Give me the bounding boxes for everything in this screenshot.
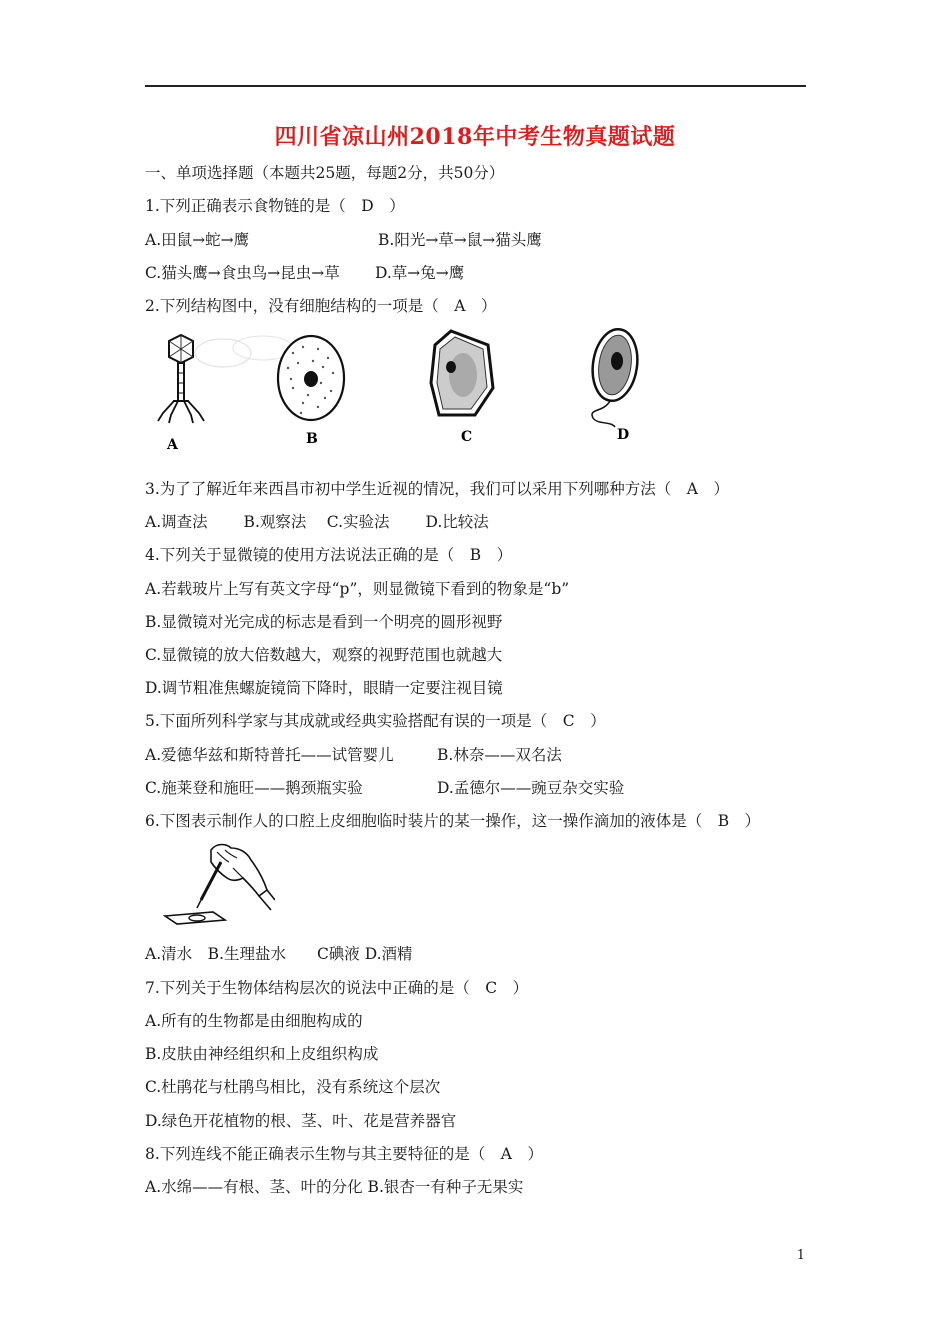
q5-option-c: C.施莱登和施旺——鹅颈瓶实验 bbox=[145, 779, 363, 797]
q4-option-a: A.若载玻片上写有英文字母“p”，则显微镜下看到的物象是“b” bbox=[145, 580, 570, 598]
q7-stem: 7.下列关于生物体结构层次的说法中正确的是（ C ） bbox=[145, 979, 529, 997]
q7-option-b: B.皮肤由神经组织和上皮组织构成 bbox=[145, 1045, 379, 1063]
q5-stem: 5.下面所列科学家与其成就或经典实验搭配有误的一项是（ C ） bbox=[145, 712, 606, 730]
q8-stem: 8.下列连线不能正确表示生物与其主要特征的是（ A ） bbox=[145, 1145, 543, 1163]
animal-cell-b-icon bbox=[278, 336, 344, 420]
q4-option-b: B.显微镜对光完成的标志是看到一个明亮的圆形视野 bbox=[145, 613, 503, 631]
q7-option-a: A.所有的生物都是由细胞构成的 bbox=[145, 1012, 363, 1030]
q7-option-d: D.绿色开花植物的根、茎、叶、花是营养器官 bbox=[145, 1112, 457, 1130]
q8-options-ab: A.水绵——有根、茎、叶的分化 B.银杏一有种子无果实 bbox=[145, 1178, 524, 1196]
fig-label-d: D bbox=[617, 427, 630, 443]
q4-option-c: C.显微镜的放大倍数越大，观察的视野范围也就越大 bbox=[145, 646, 503, 664]
q3-options: A.调查法 B.观察法 C.实验法 D.比较法 bbox=[145, 513, 489, 531]
q1-option-b: B.阳光→草→鼠→猫头鹰 bbox=[378, 231, 542, 249]
q1-option-a: A.田鼠→蛇→鹰 bbox=[145, 231, 250, 249]
q5-option-a: A.爱德华兹和斯特普托——试管婴儿 bbox=[145, 746, 394, 764]
q6-options: A.清水 B.生理盐水 C碘液 D.酒精 bbox=[145, 945, 413, 963]
fig-label-c: C bbox=[461, 429, 473, 445]
fig-label-a: A bbox=[167, 437, 178, 453]
q6-stem: 6.下图表示制作人的口腔上皮细胞临时装片的某一操作，这一操作滴加的液体是（ B ） bbox=[145, 812, 761, 830]
q5-option-d: D.孟德尔——豌豆杂交实验 bbox=[437, 779, 625, 797]
fig-label-b: B bbox=[306, 431, 318, 447]
dropper-hand-icon bbox=[155, 838, 275, 933]
q4-option-d: D.调节粗准焦螺旋镜筒下降时，眼睛一定要注视目镜 bbox=[145, 679, 503, 697]
q1-stem: 1.下列正确表示食物链的是（ D ） bbox=[145, 197, 405, 215]
q6-figure bbox=[155, 838, 275, 933]
q5-option-b: B.林奈——双名法 bbox=[437, 746, 562, 764]
q3-stem: 3.为了了解近年来西昌市初中学生近视的情况，我们可以采用下列哪种方法（ A ） bbox=[145, 480, 729, 498]
q2-figure bbox=[143, 323, 703, 458]
cell-structures-figure bbox=[143, 323, 703, 458]
q7-option-c: C.杜鹃花与杜鹃鸟相比，没有系统这个层次 bbox=[145, 1078, 441, 1096]
document-title: 四川省凉山州2018年中考生物真题试题 bbox=[274, 124, 676, 150]
page-number: 1 bbox=[796, 1248, 805, 1263]
q1-option-d: D.草→兔→鹰 bbox=[375, 264, 465, 282]
bacterium-d-icon bbox=[588, 326, 642, 427]
section-heading: 一、单项选择题（本题共25题，每题2分，共50分） bbox=[145, 164, 505, 182]
q2-stem: 2.下列结构图中，没有细胞结构的一项是（ A ） bbox=[145, 297, 497, 315]
plant-cell-c-icon bbox=[431, 331, 493, 415]
q1-option-c: C.猫头鹰→食虫鸟→昆虫→草 bbox=[145, 264, 340, 282]
header-rule bbox=[145, 85, 806, 87]
q4-stem: 4.下列关于显微镜的使用方法说法正确的是（ B ） bbox=[145, 546, 513, 564]
